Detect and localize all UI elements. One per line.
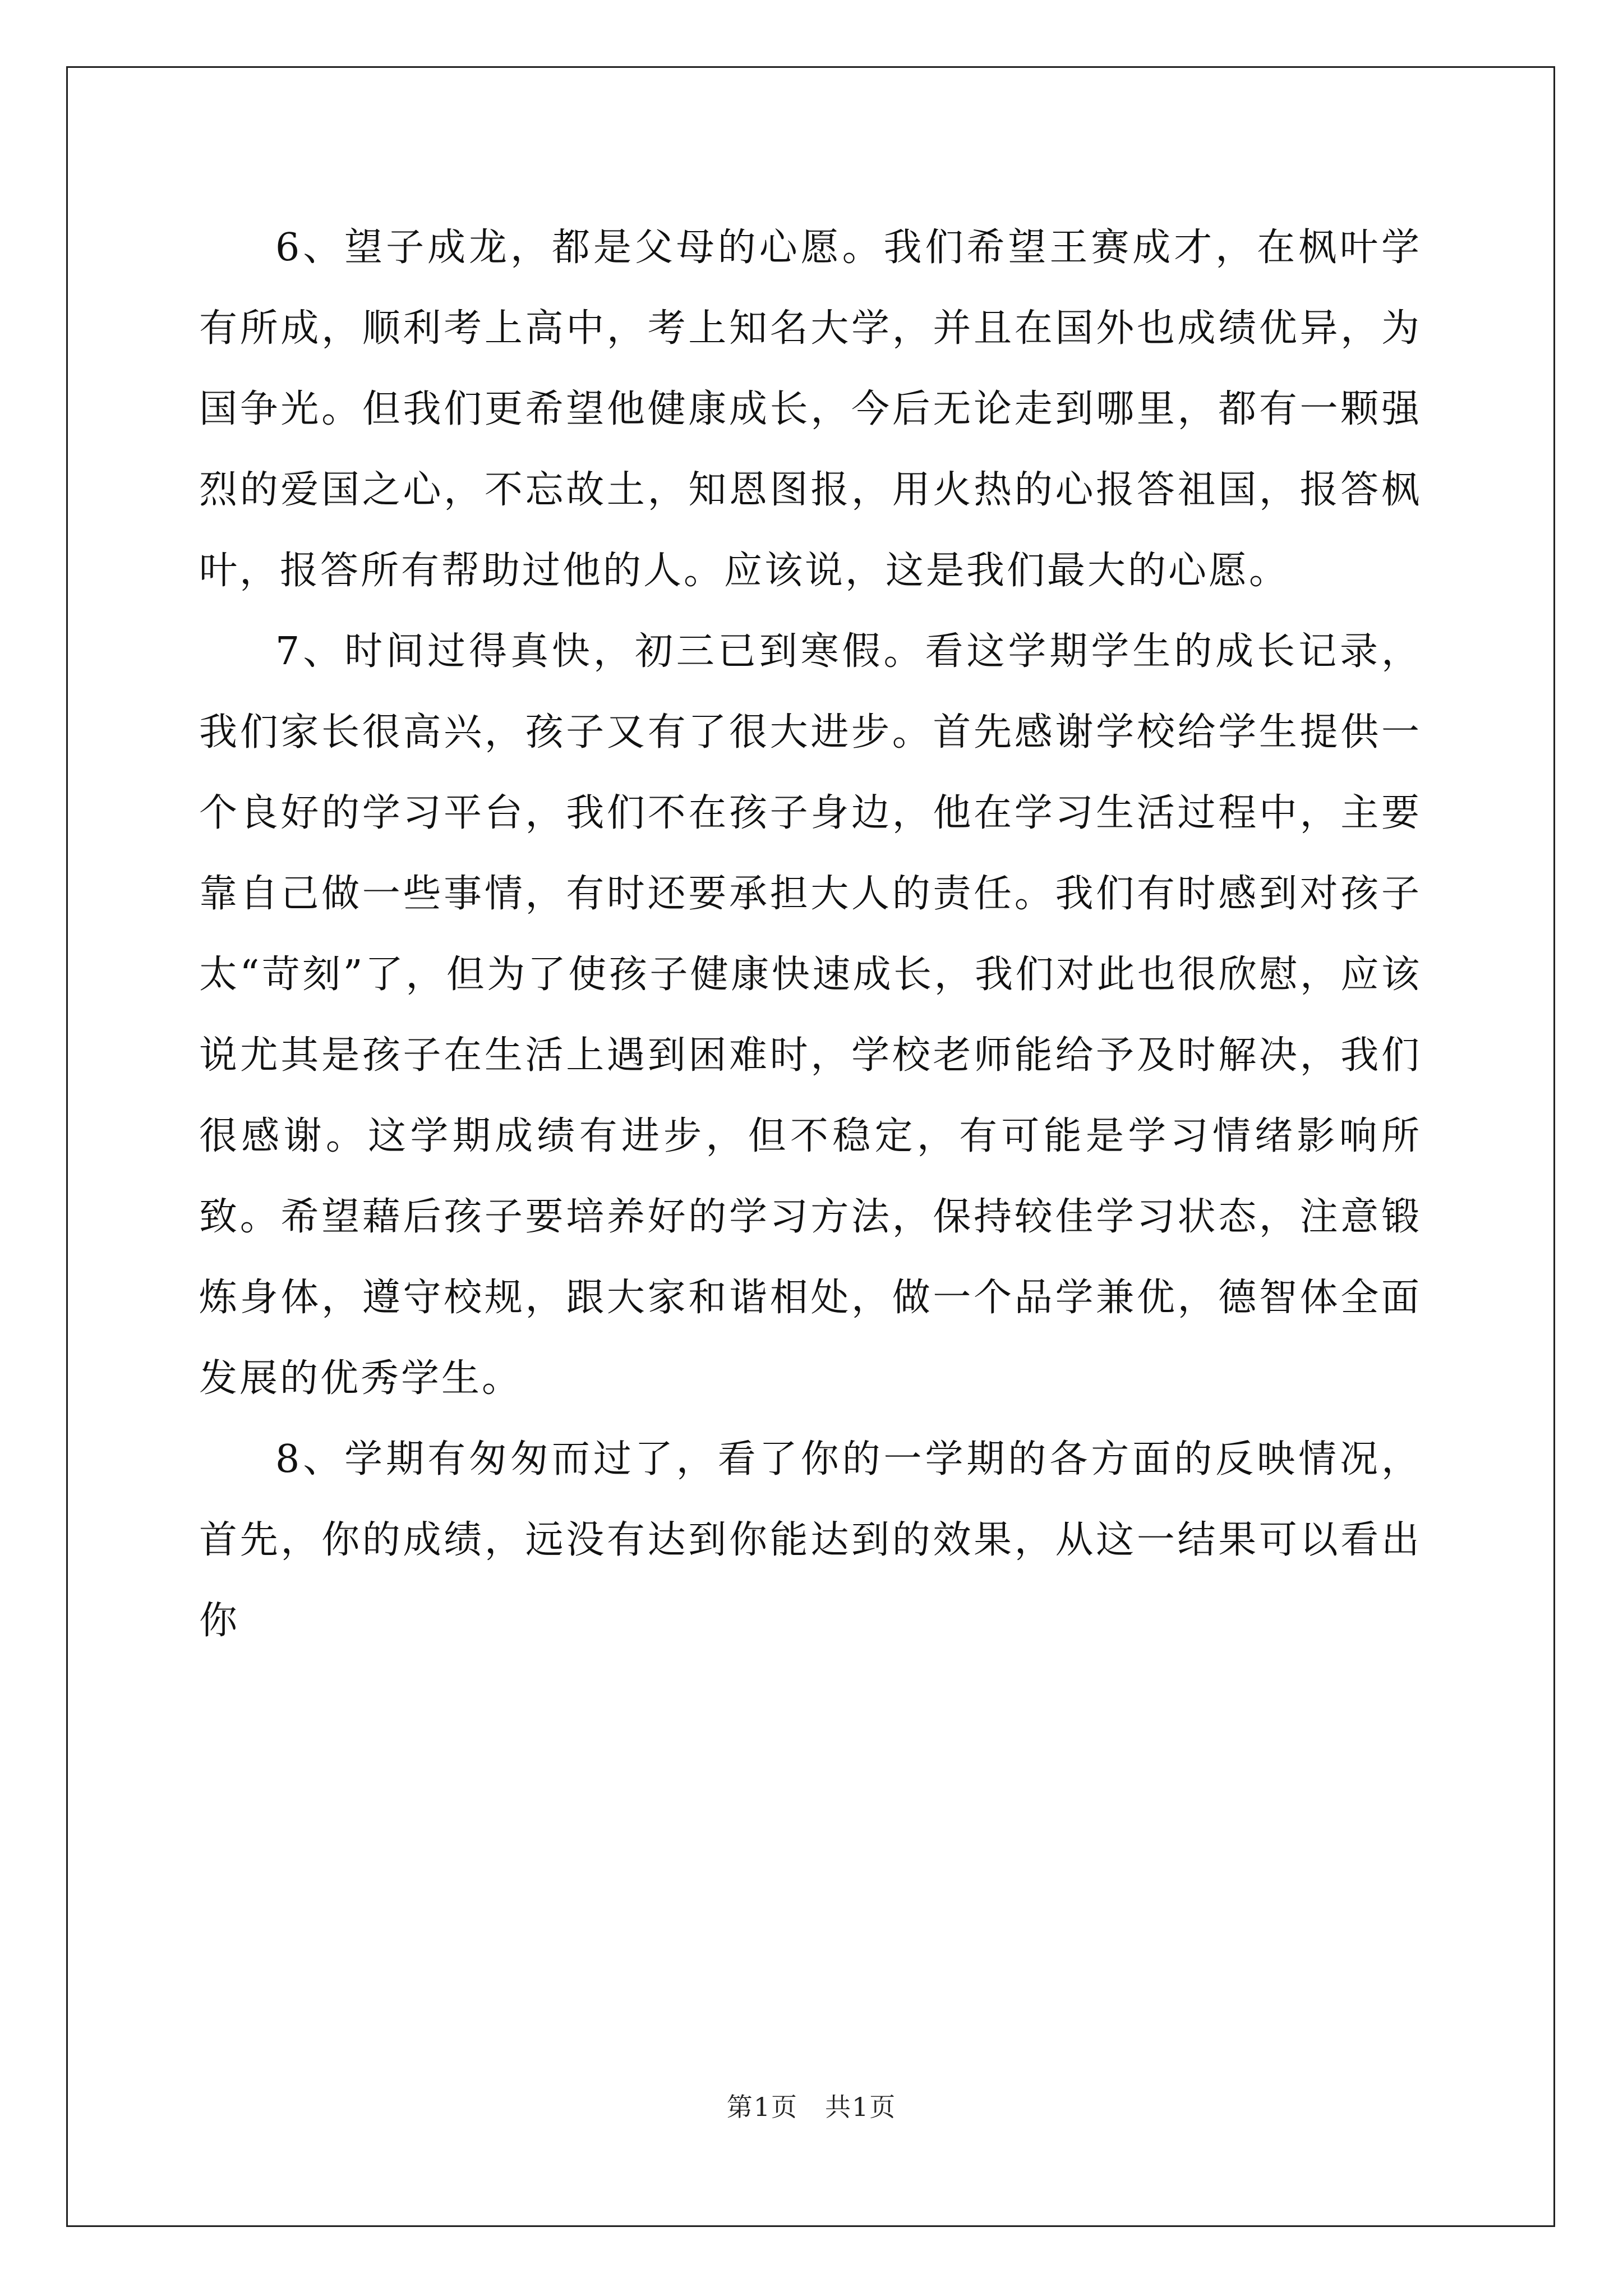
- paragraph-7: 7、时间过得真快，初三已到寒假。看这学期学生的成长记录，我们家长很高兴，孩子又有了很大进步。首先感谢学校给学生提供一个良好的学习平台，我们不在孩子身边，他在学习生活过程中，主要靠自己做一些事情，有时还要承担大人的责任。我们有时感到对孩子太“苛刻”了，但为了使孩子健康快速成长，我们对此也很欣慰，应该说尤其是孩子在生活上遇到困难时，学校老师能给予及时解决，我们很感谢。这学期成绩有进步，但不稳定，有可能是学习情绪影响所致。希望藉后孩子要培养好的学习方法，保持较佳学习状态，注意锻炼身体，遵守校规，跟大家和谐相处，做一个品学兼优，德智体全面发展的优秀学生。: [199, 629, 1422, 1401]
- paragraph-6: 6、望子成龙，都是父母的心愿。我们希望王赛成才，在枫叶学有所成，顺利考上高中，考上知名大学，并且在国外也成绩优异，为国争光。但我们更希望他健康成长，今后无论走到哪里，都有一颗强烈的爱国之心，不忘故土，知恩图报，用火热的心报答祖国，报答枫叶，报答所有帮助过他的人。应该说，这是我们最大的心愿。: [199, 226, 1422, 593]
- page-number-footer: 第1页 共1页: [726, 2092, 897, 2122]
- paragraph-8: 8、学期有匆匆而过了，看了你的一学期的各方面的反映情况，首先，你的成绩，远没有达到你能达到的效果，从这一结果可以看出你: [199, 1437, 1422, 1643]
- document-body: [199, 208, 1422, 1662]
